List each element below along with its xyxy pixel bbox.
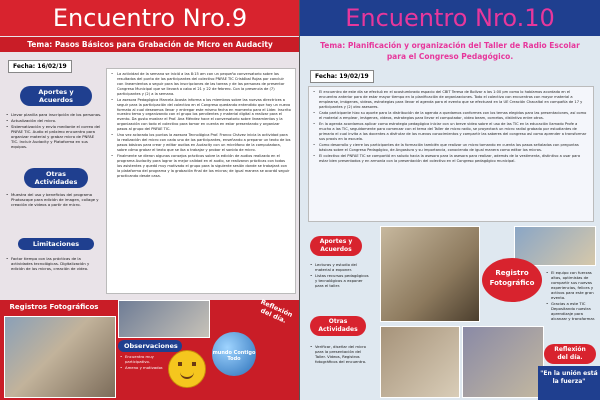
left-date: Fecha: 16/02/19 <box>8 60 72 73</box>
left-body-paragraph: • Una vez aclarado los puntos la asesora Tecnológica Prof. Franco Chávez inicia la actividad para la realización del micro con cada uno de los participantes, enseñando a preparar un texto de los pasos básicos para crear y editar audios en Audacity con un micrófono de la computadora, sobre cómo grabar el texto que se iba a trabajar y probar el sonido de micro. <box>117 133 291 153</box>
right-body-paragraph: • Cada participante hizo su aporte para la distribución de la agenda a quedamos conformes con los temas elegidos para las presentaciones, así como el material a emplear, imágenes, videos, estrategias para llevar el computador, video beam, cornetas, distintivo entre otros. <box>319 111 589 121</box>
right-body-paragraph: • Como desarrollo y cierre los participantes de la formación también que realizar un micro tomando en cuenta los pasos señalados con preguntas básicas sobre el Congreso Pedagógico, de Angostura y su importancia, conociendo de igual manera como editar los micros. <box>319 143 589 153</box>
left-aportes-heading: Aportes y Acuerdos <box>20 86 92 106</box>
left-registros-heading: Registros Fotográficos <box>9 303 99 311</box>
list-item: • Factor tiempo con las prácticas de la actividades tecnológicas. Digitalización y edición de los micros, creación de video. <box>6 256 102 271</box>
right-body-text <box>308 86 594 222</box>
left-reflexion-heading: Reflexión del día. <box>259 297 294 325</box>
right-photo-group <box>380 226 480 322</box>
right-observaciones-list <box>546 270 596 322</box>
right-photo-class <box>462 326 544 398</box>
list-item: • Llevar planilla para inscripción de los personas. <box>6 112 102 117</box>
left-aportes-list <box>6 112 102 150</box>
list-item: • Sistematización y envío mediante el correo del PNFAE TIC. Audio el próximo encuentro para organizar material y grabar micro de PNFAE TIC. Incluir Audacity y Plataforma en sus equipos. <box>6 124 102 149</box>
right-body-paragraph: • El encuentro de este día se efectuó en el acostumbrado espacio del CBIT Teresa de Bolívar a las 1:00 pm como lo habíamos acordado en el encuentro anterior para de estar mayor tiempo en la planificación de organizaciones. Todo el colectivo con encuentros con mayor material a emplearse, imágenes, videos, estrategias para llevar el agenda para el evento que se efectuará en la UE Creación Chacaítal en compañía de 17 y participantes y (2) otro asesores. <box>319 90 589 110</box>
list-item: • Gracias a este TIC Depositando nuestra aprendizaje para alcanzar y transformar. <box>546 301 596 321</box>
right-otras-heading: Otras Actividades <box>310 316 366 336</box>
right-reflexion-text: "En la unión está la fuerza" <box>540 370 598 385</box>
left-otras-heading: Otras Actividades <box>24 168 88 188</box>
list-item: • Verificar, diseñar del micro para la presentación del Taller. Videos, Registros fotográficos del encuentro. <box>310 344 372 364</box>
left-body-text <box>106 68 296 294</box>
left-limitaciones-list <box>6 256 102 272</box>
right-aportes-list <box>310 262 372 289</box>
left-otras-list <box>6 192 102 208</box>
list-item: • Ameno y motivador. <box>120 365 166 370</box>
list-item: • Listas recursos pedagógicos y tecnológicos a exponer para el taller. <box>310 273 372 288</box>
right-aportes-heading: Aportes y Acuerdos <box>310 236 362 256</box>
list-item: • Muestra del uso y beneficios del programa Photoscape para edición de imagen, collage y creación de videos a partir de micro. <box>6 192 102 207</box>
left-body-paragraph: • La actividad de la semana se inició a las 8:15 am con un pequeño conversatorio sobre los resultados del punto de los participantes del colectivo PNFAE TIC Cristóbal Rojas por concluir con lineamientos a seguir para las inscripciones de las tareas y de las personas de presentar Congreso Municipal que se llevará a cabo el 21 y 22 de febrero. Con la presencia de (7) participantes y (2) a la semana. <box>117 72 291 97</box>
right-title: Encuentro Nro.10 <box>300 0 600 36</box>
right-date: Fecha: 19/02/19 <box>310 70 374 83</box>
left-observaciones-list <box>120 354 166 371</box>
right-body-paragraph: • El colectivo del PNFAE TIC se compartió en saludo hacia la asesora para la asesora para realizar, además de la vestimenta, distintivo a usar para estar bien presentados y en armonía con la presentación del colectivo en el Congreso pedagógico municipal. <box>319 154 589 164</box>
left-limitaciones-heading: Limitaciones <box>18 238 94 250</box>
smiley-face-icon <box>168 350 206 388</box>
list-item: • El equipo con fuerzas altas, optimistas de compartir sus nuevas experiencias, felices y activos para este gran evento. <box>546 270 596 300</box>
right-otras-list <box>310 344 372 365</box>
left-photo-group <box>4 316 116 398</box>
right-photo-workshop <box>380 326 460 398</box>
left-title: Encuentro Nro.9 <box>0 0 300 36</box>
left-reflexion-text: mundo Contigo Todo <box>212 350 256 362</box>
left-photo-laptop <box>118 300 210 338</box>
right-subtitle: Tema: Planificación y organización del Taller de Radio Escolar para el Congreso Pedagógico. <box>300 38 600 64</box>
right-body-paragraph: • En la agenda acordamos aplicar como estrategia pedagógica iniciar con un breve video sobre el uso de las TIC en la educación llamado Profe a mucho a las TIC, seguidamente para comenzar con el tema del Taller de micro radio, se proyectará un micro radial grabado por estudiantes de primaria el cual invita a los docentes a disfrutar de los nuevos conocimientos y compartir las saberes del congreso así como aprender a transformar sus praxis en la escuela. <box>319 122 589 142</box>
left-body-paragraph: • La asesora Pedagógica Marcela Acosta informa a los miembros sobre las nuevas directrices a seguir para la participación del colectivo en el Congreso quedando entendido que hay un nuevo formato al cual deseamos llevar y entregar este mismo fecha en momento para el Lider. Inscrito nuestro tema y organizando con el grupo los pendientes y material digital a realizar para el evento. Da gusto mostrar el Prof. Ana Méndez hace el conversatorio sobre lineamientos y la organización con todo el colectivo para tomar en cuenta en estar presentando y organizar pasos al grupo del PNFAE TIC. <box>117 98 291 132</box>
right-registros-heading: Registro Fotográfico <box>482 258 542 302</box>
left-body-paragraph: • Finalmente se dieron algunas consejos prácticos sobre la edición de audios realizado en el programa Audacity para lograr la mejor calidad en el audio, se realizaron prácticas con todos los asistentes y quedó muy motivado el grupo para la siguiente sesión donde se trabajará con la plataforma del programa y la grabación final de los micros; de igual manera se acordó seguir practicando desde casa. <box>117 154 291 179</box>
right-reflexion-heading: Reflexión del día. <box>544 344 596 364</box>
right-panel <box>300 0 600 400</box>
smiley-eyes-icon <box>178 362 196 366</box>
list-item: • Actualización del micro. <box>6 118 102 123</box>
list-item: • Encuentro muy participativo. <box>120 354 166 364</box>
left-subtitle: Tema: Pasos Básicos para Grabación de Micro en Audacity <box>0 37 300 52</box>
list-item: • Lecturas y estudio del material a exponer. <box>310 262 372 272</box>
left-observaciones-heading: Observaciones <box>118 340 182 352</box>
